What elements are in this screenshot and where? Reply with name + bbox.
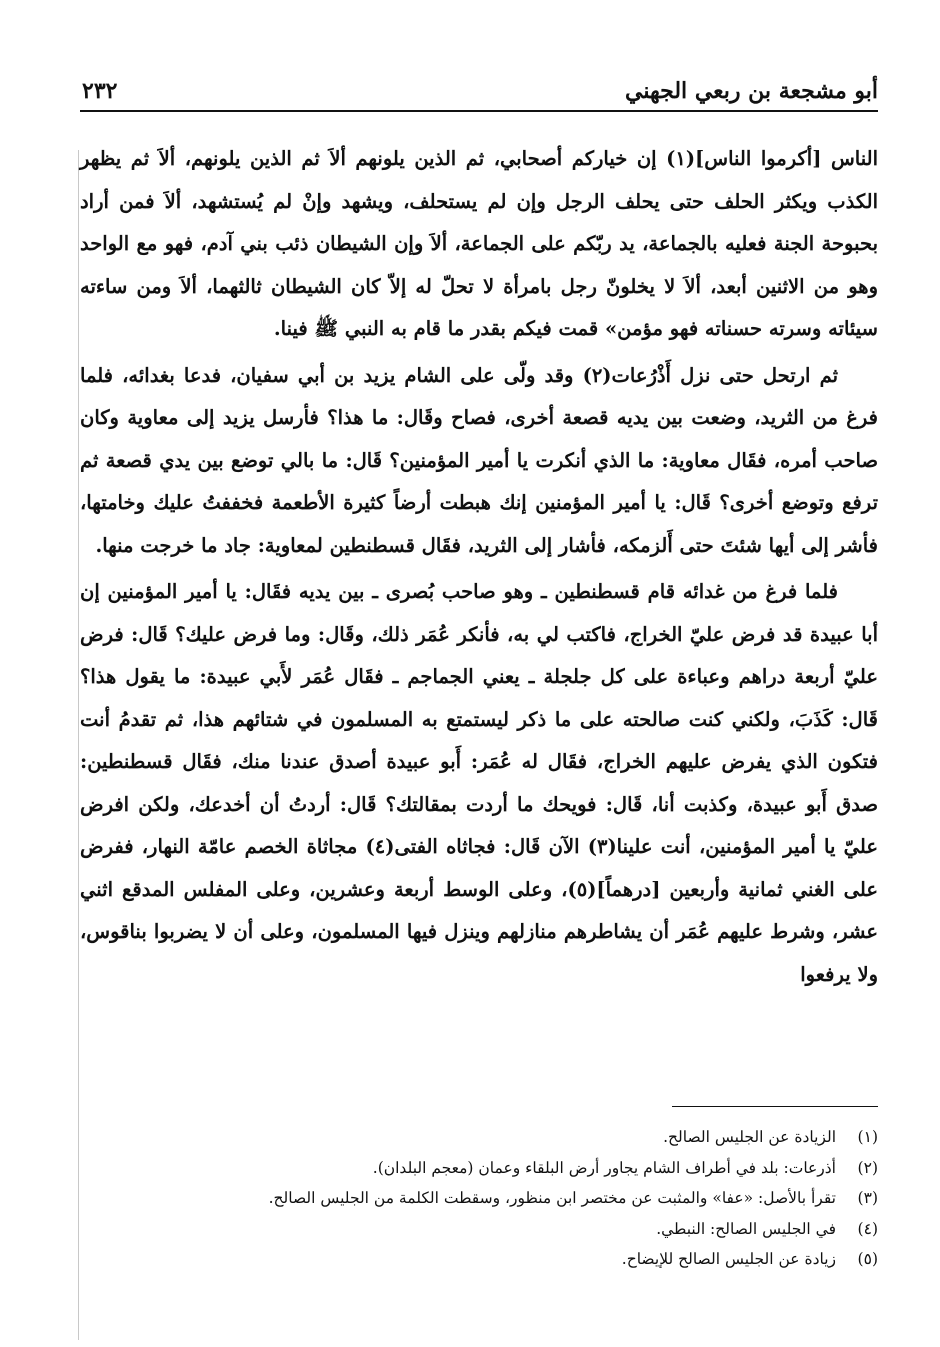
footnote-1	[80, 1122, 878, 1153]
footnote-text: أذرعات: بلد في أطراف الشام يجاور أرض البلقاء وعمان (معجم البلدان).	[372, 1158, 836, 1177]
paragraph-2: ثم ارتحل حتى نزل أَذْرُعات(٢) وقد ولّى على الشام يزيد بن أبي سفيان، فدعا بغدائه، فلما فرغ من الثريد، وضعت بين يديه قصعة أخرى، فصاح وقَال: ما هذا؟ فأرسل يزيد إلى معاوية وكان صاحب أمره، فقَال معاوية: ما الذي أنكرت يا أمير المؤمنين؟ قَال: ما بالي توضع بين يدي قصعة ثم ترفع وتوضع أخرى؟ قَال: يا أمير المؤمنين إنك هبطت أرضاً كثيرة الأطعمة فخففتُ عليك وخامتها، فأشر إلى أيها شئتَ حتى أَلزمكه، فأشار إلى الثريد، فقَال قسطنطين لمعاوية: جاد ما خرجت منها.	[80, 363, 878, 557]
scan-edge-line	[78, 150, 79, 1340]
footnote-5	[80, 1244, 878, 1275]
header-title: أبو مشجعة بن ربعي الجهني	[625, 78, 878, 104]
paragraph-3: فلما فرغ من غدائه قام قسطنطين ـ وهو صاحب بُصرى ـ بين يديه فقَال: يا أمير المؤمنين إن أبا عبيدة قد فرض عليّ الخراج، فاكتب لي به، فأنكر عُمَر ذلك، وقَال: وما فرض عليك؟ قَال: فرض عليّ أربعة دراهم وعباءة على كل جلجلة ـ يعني الجماجم ـ فقَال عُمَر لأَبي عبيدة: ما يقول هذا؟ قَال: كَذَبَ، ولكني كنت صالحته على ما ذكر ليستمتع به المسلمون في شتائهم هذا، ثم تقدمُ أنت فتكون الذي يفرض عليهم الخراج، فقَال له عُمَر: أَبو عبيدة أصدق عندنا منك، فقَال قسطنطين: صدق أَبو عبيدة، وكذبت أنا، قَال: فويحك ما أردت بمقالتك؟ قَال: أردتُ أن أخدعك، ولكن افرض عليّ يا أمير المؤمنين، أنت علينا(٣) الآن قَال: فجاثاه الفتى(٤) مجاثاة الخصم عامّة النهار، ففرض على الغني ثمانية وأربعين [درهماً](٥)، وعلى الوسط أربعة وعشرين، وعلى المفلس المدقع اثني عشر، وشرط عليهم عُمَر أن يشاطرهم منازلهم وينزل فيها المسلمون، وعلى أن لا يضربوا بناقوس، ولا يرفعوا	[80, 580, 878, 986]
footnote-number: (٤)	[857, 1219, 878, 1238]
footnote-3	[80, 1183, 878, 1214]
footnote-4	[80, 1214, 878, 1245]
footnote-text: في الجليس الصالح: النبطي.	[656, 1219, 836, 1238]
footnote-number: (٢)	[857, 1158, 878, 1177]
footnote-number: (٣)	[857, 1189, 878, 1207]
footnote-text: زيادة عن الجليس الصالح للإيضاح.	[621, 1250, 836, 1268]
footnote-separator	[672, 1106, 878, 1107]
page-number: ٢٣٢	[82, 78, 118, 104]
footnote-text: تقرأ بالأصل: «عفا» والمثبت عن مختصر ابن منظور، وسقطت الكلمة من الجليس الصالح.	[268, 1189, 836, 1207]
main-text	[80, 138, 878, 996]
footnote-number: (١)	[857, 1128, 878, 1146]
footnote-text: الزيادة عن الجليس الصالح.	[663, 1128, 836, 1146]
footnote-2	[80, 1153, 878, 1184]
footnotes-list	[80, 1122, 878, 1275]
footnote-number: (٥)	[857, 1250, 878, 1268]
header-rule	[80, 110, 878, 112]
paragraph-1: الناس [أكرموا الناس](١) إن خياركم أصحابي، ثم الذين يلونهم ألاَ ثم الذين يلونهم، ألاَ ثم يظهر الكذب ويكثر الحلف حتى يحلف الرجل وإن لم يستحلف، ويشهد وإنْ لم يُستشهد، ألاَ فمن أراد بحبوحة الجنة فعليه بالجماعة، يد ربّكم على الجماعة، ألاَ وإن الشيطان ذئب بني آدم، فهو مع الواحد وهو من الاثنين أبعد، ألاَ لا يخلونّ رجل بامرأة لا تحلّ له إلاّ كان الشيطان ثالثهما، ألاَ ومن ساءته سيئاته وسرته حسناته فهو مؤمن» قمت فيكم بقدر ما قام به النبي ﷺ فينا.	[80, 147, 878, 340]
running-header	[80, 76, 878, 112]
